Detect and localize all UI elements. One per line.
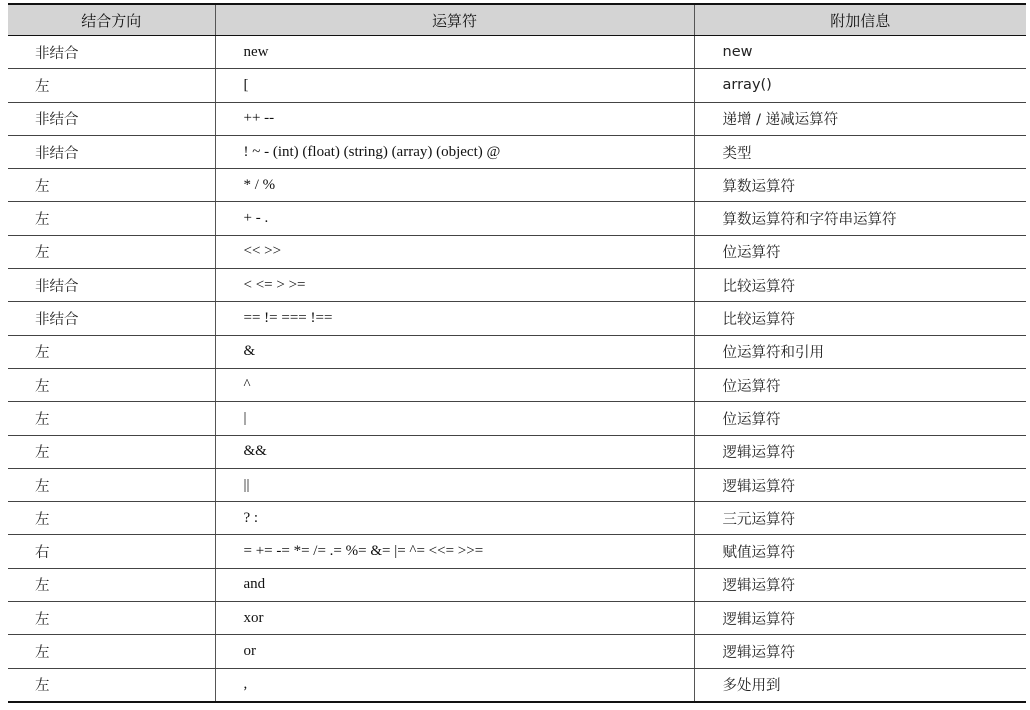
extra-info-cell: 赋值运算符 — [694, 535, 1026, 568]
operator-cell: | — [215, 402, 694, 435]
table-row — [8, 269, 1026, 302]
extra-info-cell: 逻辑运算符 — [694, 602, 1026, 635]
table-body — [8, 36, 1026, 702]
associativity-cell: 左 — [8, 435, 215, 468]
operator-precedence-table-container — [8, 3, 1026, 703]
table-row — [8, 635, 1026, 668]
operator-cell: and — [215, 568, 694, 601]
operator-cell: < <= > >= — [215, 269, 694, 302]
associativity-cell: 非结合 — [8, 135, 215, 168]
table-row — [8, 502, 1026, 535]
operator-cell: ^ — [215, 368, 694, 401]
associativity-cell: 左 — [8, 335, 215, 368]
operator-cell: + - . — [215, 202, 694, 235]
associativity-cell: 右 — [8, 535, 215, 568]
table-row — [8, 402, 1026, 435]
table-row — [8, 568, 1026, 601]
table-row — [8, 368, 1026, 401]
table-row — [8, 668, 1026, 702]
header-row — [8, 4, 1026, 36]
extra-info-cell: 算数运算符 — [694, 169, 1026, 202]
operator-cell: & — [215, 335, 694, 368]
extra-info-cell: 位运算符和引用 — [694, 335, 1026, 368]
operator-cell: , — [215, 668, 694, 702]
associativity-cell: 左 — [8, 169, 215, 202]
table-row — [8, 602, 1026, 635]
extra-info-cell: 位运算符 — [694, 235, 1026, 268]
extra-info-cell: 三元运算符 — [694, 502, 1026, 535]
associativity-cell: 非结合 — [8, 269, 215, 302]
operator-cell: ? : — [215, 502, 694, 535]
table-row — [8, 468, 1026, 501]
operator-cell: || — [215, 468, 694, 501]
associativity-cell: 非结合 — [8, 102, 215, 135]
operator-cell: == != === !== — [215, 302, 694, 335]
operator-cell: [ — [215, 69, 694, 102]
header-associativity: 结合方向 — [8, 4, 215, 36]
associativity-cell: 非结合 — [8, 36, 215, 69]
extra-info-cell: array() — [694, 69, 1026, 102]
table-row — [8, 102, 1026, 135]
operator-cell: ! ~ - (int) (float) (string) (array) (object) @ — [215, 135, 694, 168]
associativity-cell: 左 — [8, 668, 215, 702]
associativity-cell: 左 — [8, 235, 215, 268]
operator-cell: * / % — [215, 169, 694, 202]
extra-info-cell: 多处用到 — [694, 668, 1026, 702]
extra-info-cell: 算数运算符和字符串运算符 — [694, 202, 1026, 235]
extra-info-cell: 递增 / 递减运算符 — [694, 102, 1026, 135]
table-header — [8, 4, 1026, 36]
associativity-cell: 左 — [8, 69, 215, 102]
operator-cell: = += -= *= /= .= %= &= |= ^= <<= >>= — [215, 535, 694, 568]
operator-cell: && — [215, 435, 694, 468]
operator-cell: ++ -- — [215, 102, 694, 135]
extra-info-cell: new — [694, 36, 1026, 69]
operator-cell: << >> — [215, 235, 694, 268]
extra-info-cell: 逻辑运算符 — [694, 468, 1026, 501]
table-row — [8, 135, 1026, 168]
table-row — [8, 69, 1026, 102]
header-operator: 运算符 — [215, 4, 694, 36]
associativity-cell: 左 — [8, 568, 215, 601]
extra-info-cell: 逻辑运算符 — [694, 635, 1026, 668]
operator-cell: xor — [215, 602, 694, 635]
associativity-cell: 左 — [8, 402, 215, 435]
table-row — [8, 169, 1026, 202]
extra-info-cell: 位运算符 — [694, 402, 1026, 435]
table-row — [8, 302, 1026, 335]
associativity-cell: 左 — [8, 202, 215, 235]
extra-info-cell: 逻辑运算符 — [694, 435, 1026, 468]
associativity-cell: 左 — [8, 368, 215, 401]
associativity-cell: 左 — [8, 502, 215, 535]
table-row — [8, 335, 1026, 368]
table-row — [8, 36, 1026, 69]
extra-info-cell: 位运算符 — [694, 368, 1026, 401]
table-row — [8, 202, 1026, 235]
extra-info-cell: 逻辑运算符 — [694, 568, 1026, 601]
table-row — [8, 535, 1026, 568]
associativity-cell: 左 — [8, 635, 215, 668]
table-row — [8, 435, 1026, 468]
extra-info-cell: 类型 — [694, 135, 1026, 168]
associativity-cell: 左 — [8, 602, 215, 635]
operator-cell: new — [215, 36, 694, 69]
header-extra-info: 附加信息 — [694, 4, 1026, 36]
operator-precedence-table — [8, 3, 1026, 703]
operator-cell: or — [215, 635, 694, 668]
extra-info-cell: 比较运算符 — [694, 302, 1026, 335]
extra-info-cell: 比较运算符 — [694, 269, 1026, 302]
associativity-cell: 左 — [8, 468, 215, 501]
table-row — [8, 235, 1026, 268]
associativity-cell: 非结合 — [8, 302, 215, 335]
